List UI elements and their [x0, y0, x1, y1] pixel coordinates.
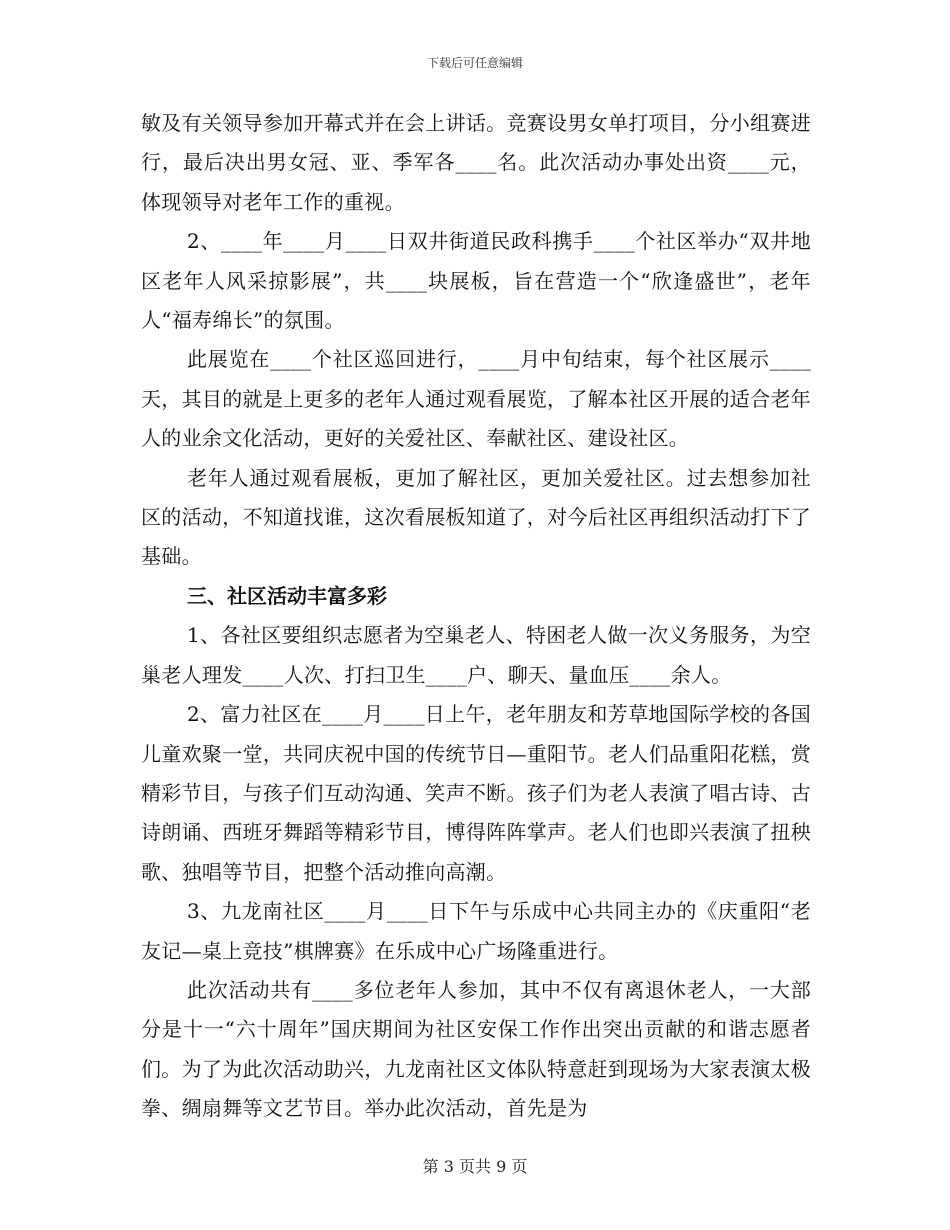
section-heading: 三、社区活动丰富多彩 [187, 583, 387, 608]
paragraph-6: 2、富力社区在____月____日上午，老年朋友和芳草地国际学校的各国儿童欢聚一堂，共同庆祝中国的传统节日—重阳节。老人们品重阳花糕，赏精彩节目，与孩子们互动沟通、笑声不断。孩子们为老人表演了唱古诗、古诗朗诵、西班牙舞蹈等精彩节目，博得阵阵掌声。老人们也即兴表演了扭秧歌、独唱等节目，把整个活动推向高潮。 [141, 702, 811, 884]
paragraph-2: 2、____年____月____日双井街道民政科携手____个社区举办“双井地区老年人风采掠影展”，共____块展板，旨在营造一个“欣逢盛世”，老年人“福寿绵长”的氛围。 [141, 229, 811, 333]
paragraph-3: 此展览在____个社区巡回进行，____月中旬结束，每个社区展示____天，其目的就是上更多的老年人通过观看展览，了解本社区开展的适合老年人的业余文化活动，更好的关爱社区、奉献社区、建设社区。 [141, 347, 811, 451]
paragraph-1: 敏及有关领导参加开幕式并在会上讲话。竞赛设男女单打项目，分小组赛进行，最后决出男女冠、亚、季军各____名。此次活动办事处出资____元，体现领导对老年工作的重视。 [141, 111, 811, 214]
document-body [141, 104, 811, 1129]
page-header: 下载后可任意编辑 [426, 56, 523, 70]
paragraph-7: 3、九龙南社区____月____日下午与乐成中心共同主办的《庆重阳“老友记—桌上竞技”棋牌赛》在乐成中心广场隆重进行。 [141, 899, 811, 963]
page-footer: 第 3 页共 9 页 [422, 1157, 528, 1176]
paragraph-8: 此次活动共有____多位老年人参加，其中不仅有离退休老人，一大部分是十一“六十周年”国庆期间为社区安保工作作出突出贡献的和谐志愿者们。为了为此次活动助兴，九龙南社区文体队特意赶到现场为大家表演太极拳、绸扇舞等文艺节目。举办此次活动，首先是为 [141, 977, 811, 1121]
paragraph-5: 1、各社区要组织志愿者为空巢老人、特困老人做一次义务服务，为空巢老人理发____人次、打扫卫生____户、聊天、量血压____余人。 [141, 623, 811, 687]
paragraph-4: 老年人通过观看展板，更加了解社区，更加关爱社区。过去想参加社区的活动，不知道找谁，这次看展板知道了，对今后社区再组织活动打下了基础。 [141, 465, 811, 569]
